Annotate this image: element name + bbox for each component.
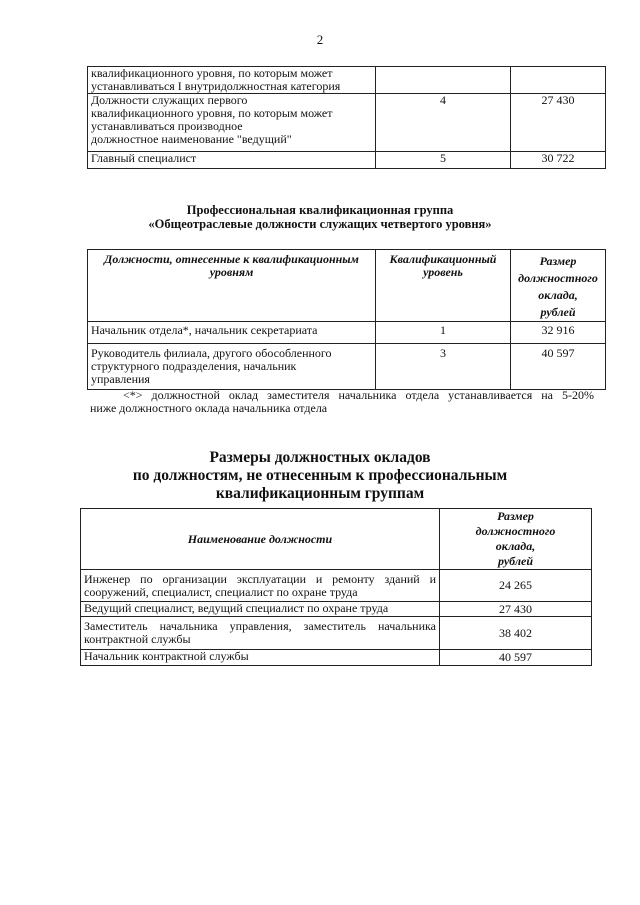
- level-cell: 3: [376, 344, 511, 390]
- group-title: [0, 203, 640, 231]
- table-fourth-level-positions: [87, 249, 606, 390]
- position-cell: [88, 94, 376, 152]
- header-line: уровень: [423, 265, 463, 279]
- salary-cell: 40 597: [440, 650, 592, 666]
- header-position: Наименование должности: [81, 509, 440, 570]
- header-line: должностного: [518, 271, 598, 285]
- cell-line: Заместитель начальника управления, заместитель начальника: [84, 619, 436, 633]
- header-salary: [440, 509, 592, 570]
- header-level: [376, 250, 511, 322]
- salary-cell: 27 430: [511, 94, 606, 152]
- table-header-row: [81, 509, 592, 570]
- header-salary: [511, 250, 606, 322]
- level-cell: [376, 67, 511, 94]
- section-title-line: квалификационным группам: [215, 485, 425, 502]
- position-cell: [81, 617, 440, 650]
- cell-line: Главный специалист: [91, 151, 197, 165]
- table-row: [88, 322, 606, 344]
- cell-line: Инженер по организации эксплуатации и ремонту зданий и: [84, 572, 436, 586]
- table-row: [81, 650, 592, 666]
- salary-cell: 32 916: [511, 322, 606, 344]
- header-line: Размер: [497, 509, 534, 523]
- table-row: [81, 602, 592, 617]
- salary-cell: 40 597: [511, 344, 606, 390]
- cell-line: устанавливаться производное: [91, 119, 243, 133]
- group-title-line: Профессиональная квалификационная группа: [186, 203, 454, 217]
- group-title-line: «Общеотраслевые должности служащих четвертого уровня»: [148, 217, 492, 231]
- section-title: [0, 449, 640, 503]
- salary-cell: [511, 67, 606, 94]
- section-title-line: по должностям, не отнесенным к профессиональным: [132, 467, 508, 484]
- footnote: [90, 389, 594, 415]
- table-row: [88, 67, 606, 94]
- position-cell: [88, 152, 376, 169]
- position-cell: [88, 344, 376, 390]
- header-line: уровням: [209, 265, 254, 279]
- header-line: рублей: [497, 554, 533, 568]
- table-header-row: [88, 250, 606, 322]
- position-cell: [81, 602, 440, 617]
- cell-line: управления: [91, 372, 150, 386]
- table-row: [88, 344, 606, 390]
- position-cell: [88, 67, 376, 94]
- cell-line: Начальник контрактной службы: [84, 649, 249, 663]
- cell-line: контрактной службы: [84, 632, 191, 646]
- table-row: [81, 617, 592, 650]
- cell-line: должностное наименование "ведущий": [91, 132, 292, 146]
- cell-line: структурного подразделения, начальник: [91, 359, 297, 373]
- salary-cell: 30 722: [511, 152, 606, 169]
- page-number: 2: [316, 32, 324, 47]
- table-row: [88, 94, 606, 152]
- salary-cell: 24 265: [440, 570, 592, 602]
- header-line: Квалификационный: [389, 252, 497, 266]
- salary-cell: 38 402: [440, 617, 592, 650]
- section-title-line: Размеры должностных окладов: [209, 449, 431, 466]
- table-unassigned-positions: [80, 508, 592, 666]
- cell-line: сооружений, специалист, специалист по охране труда: [84, 585, 358, 599]
- level-cell: 1: [376, 322, 511, 344]
- header-line: рублей: [540, 305, 576, 319]
- position-cell: [88, 322, 376, 344]
- header-line: Размер: [539, 254, 577, 268]
- cell-line: Руководитель филиала, другого обособленного: [91, 346, 332, 360]
- position-cell: [81, 650, 440, 666]
- cell-line: Ведущий специалист, ведущий специалист по охране труда: [84, 601, 389, 615]
- table-row: [88, 152, 606, 169]
- table-continuation: [87, 66, 606, 169]
- level-cell: 4: [376, 94, 511, 152]
- header-line: оклада,: [538, 288, 578, 302]
- salary-cell: 27 430: [440, 602, 592, 617]
- position-cell: [81, 570, 440, 602]
- cell-line: Должности служащих первого: [91, 93, 248, 107]
- table-row: [81, 570, 592, 602]
- level-cell: 5: [376, 152, 511, 169]
- header-line: оклада,: [495, 539, 536, 553]
- footnote-line: ниже должностного оклада начальника отдела: [90, 401, 328, 415]
- cell-line: устанавливаться I внутридолжностная категория: [91, 79, 341, 93]
- cell-line: квалификационного уровня, по которым может: [91, 106, 333, 120]
- cell-line: квалификационного уровня, по которым может: [91, 66, 333, 80]
- header-line: Должности, отнесенные к квалификационным: [104, 252, 359, 266]
- footnote-line: <*> должностной оклад заместителя начальника отдела устанавливается на 5-20%: [123, 388, 594, 402]
- header-position: [88, 250, 376, 322]
- header-line: должностного: [475, 524, 556, 538]
- cell-line: Начальник отдела*, начальник секретариата: [91, 323, 318, 337]
